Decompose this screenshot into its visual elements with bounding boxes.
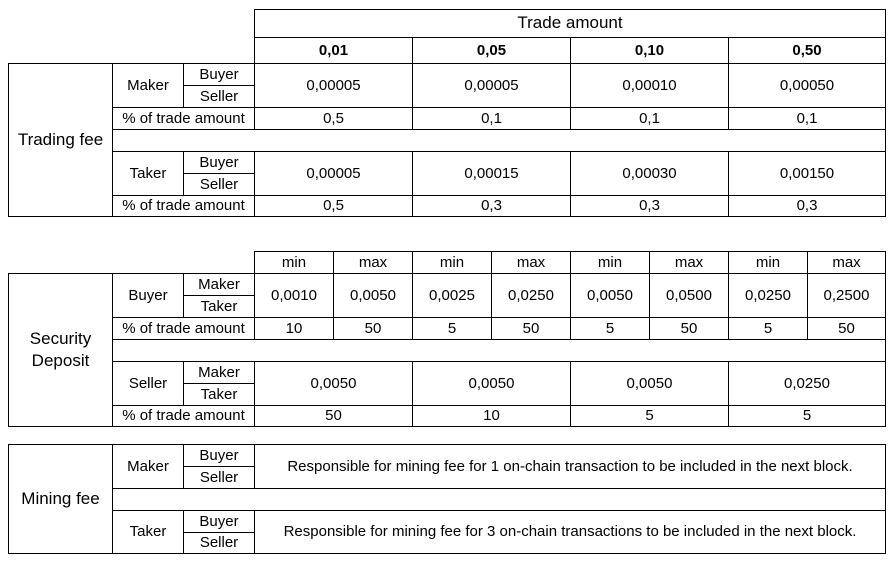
security-deposit-buyer-value: 0,0025 <box>412 273 492 318</box>
mining-fee-taker-buyer: Buyer <box>183 510 255 533</box>
security-deposit-buyer-value: 0,0500 <box>649 273 729 318</box>
security-deposit-seller-pct: 5 <box>570 405 729 427</box>
trading-fee-taker-value: 0,00015 <box>412 151 571 196</box>
security-deposit-seller-value: 0,0050 <box>412 361 571 406</box>
trading-fee-taker-pct: 0,3 <box>570 195 729 217</box>
mining-fee-maker-seller: Seller <box>183 466 255 489</box>
mining-fee-spacer <box>112 488 886 511</box>
minmax-header: max <box>491 251 571 274</box>
mining-fee-maker-buyer: Buyer <box>183 444 255 467</box>
trading-fee-maker-value: 0,00010 <box>570 63 729 108</box>
trading-fee-maker-buyer: Buyer <box>183 63 255 86</box>
security-deposit-seller-label: Seller <box>112 361 184 406</box>
trading-fee-taker-pct: 0,3 <box>412 195 571 217</box>
security-deposit-buyer-pct: 5 <box>728 317 808 340</box>
mining-fee-taker-label: Taker <box>112 510 184 554</box>
minmax-header: max <box>333 251 413 274</box>
trading-fee-maker-label: Maker <box>112 63 184 108</box>
trade-amount-col-4: 0,50 <box>728 37 886 64</box>
trading-fee-taker-value: 0,00150 <box>728 151 886 196</box>
trading-fee-taker-label: Taker <box>112 151 184 196</box>
trade-amount-col-1: 0,01 <box>254 37 413 64</box>
security-deposit-seller-maker: Maker <box>183 361 255 384</box>
security-deposit-buyer-pct: 50 <box>491 317 571 340</box>
trading-fee-taker-seller: Seller <box>183 173 255 196</box>
security-deposit-seller-value: 0,0250 <box>728 361 886 406</box>
trading-fee-maker-pct: 0,1 <box>412 107 571 130</box>
security-deposit-seller-value: 0,0050 <box>570 361 729 406</box>
trading-fee-maker-pct: 0,5 <box>254 107 413 130</box>
mining-fee-label: Mining fee <box>8 444 113 554</box>
trading-fee-maker-value: 0,00005 <box>412 63 571 108</box>
trading-fee-taker-buyer: Buyer <box>183 151 255 174</box>
security-deposit-seller-pct: 10 <box>412 405 571 427</box>
mining-fee-maker-text: Responsible for mining fee for 1 on-chain transaction to be included in the next block. <box>254 444 886 489</box>
trading-fee-taker-value: 0,00030 <box>570 151 729 196</box>
security-deposit-buyer-pct: 50 <box>649 317 729 340</box>
security-deposit-seller-pct: 50 <box>254 405 413 427</box>
security-deposit-buyer-value: 0,0050 <box>570 273 650 318</box>
trading-fee-maker-value: 0,00050 <box>728 63 886 108</box>
mining-fee-maker-label: Maker <box>112 444 184 489</box>
minmax-header: min <box>412 251 492 274</box>
security-deposit-seller-value: 0,0050 <box>254 361 413 406</box>
security-deposit-spacer <box>112 339 886 362</box>
security-deposit-buyer-maker: Maker <box>183 273 255 296</box>
minmax-header: min <box>254 251 334 274</box>
security-deposit-seller-pct: 5 <box>728 405 886 427</box>
security-deposit-buyer-value: 0,0250 <box>491 273 571 318</box>
trading-fee-maker-pct: 0,1 <box>728 107 886 130</box>
security-deposit-buyer-pct-label: % of trade amount <box>112 317 255 340</box>
minmax-header: max <box>649 251 729 274</box>
security-deposit-buyer-pct: 50 <box>807 317 886 340</box>
trading-fee-taker-value: 0,00005 <box>254 151 413 196</box>
trading-fee-maker-pct-label: % of trade amount <box>112 107 255 130</box>
trade-amount-col-3: 0,10 <box>570 37 729 64</box>
minmax-header: max <box>807 251 886 274</box>
security-deposit-buyer-taker: Taker <box>183 295 255 318</box>
trading-fee-taker-pct: 0,3 <box>728 195 886 217</box>
trading-fee-label: Trading fee <box>8 63 113 217</box>
security-deposit-buyer-pct: 5 <box>412 317 492 340</box>
minmax-header: min <box>570 251 650 274</box>
trading-fee-maker-pct: 0,1 <box>570 107 729 130</box>
minmax-header: min <box>728 251 808 274</box>
security-deposit-buyer-pct: 50 <box>333 317 413 340</box>
trading-fee-spacer <box>112 129 886 152</box>
security-deposit-buyer-value: 0,0050 <box>333 273 413 318</box>
mining-fee-taker-seller: Seller <box>183 532 255 554</box>
trading-fee-maker-seller: Seller <box>183 85 255 108</box>
security-deposit-buyer-pct: 5 <box>570 317 650 340</box>
trade-amount-header: Trade amount <box>254 9 886 38</box>
trading-fee-maker-value: 0,00005 <box>254 63 413 108</box>
security-deposit-label: Security Deposit <box>8 273 113 427</box>
mining-fee-taker-text: Responsible for mining fee for 3 on-chain transactions to be included in the next block. <box>254 510 886 554</box>
security-deposit-seller-pct-label: % of trade amount <box>112 405 255 427</box>
security-deposit-seller-taker: Taker <box>183 383 255 406</box>
trading-fee-taker-pct: 0,5 <box>254 195 413 217</box>
trading-fee-taker-pct-label: % of trade amount <box>112 195 255 217</box>
security-deposit-buyer-label: Buyer <box>112 273 184 318</box>
security-deposit-buyer-value: 0,0010 <box>254 273 334 318</box>
security-deposit-buyer-pct: 10 <box>254 317 334 340</box>
trade-amount-col-2: 0,05 <box>412 37 571 64</box>
security-deposit-buyer-value: 0,0250 <box>728 273 808 318</box>
security-deposit-buyer-value: 0,2500 <box>807 273 886 318</box>
